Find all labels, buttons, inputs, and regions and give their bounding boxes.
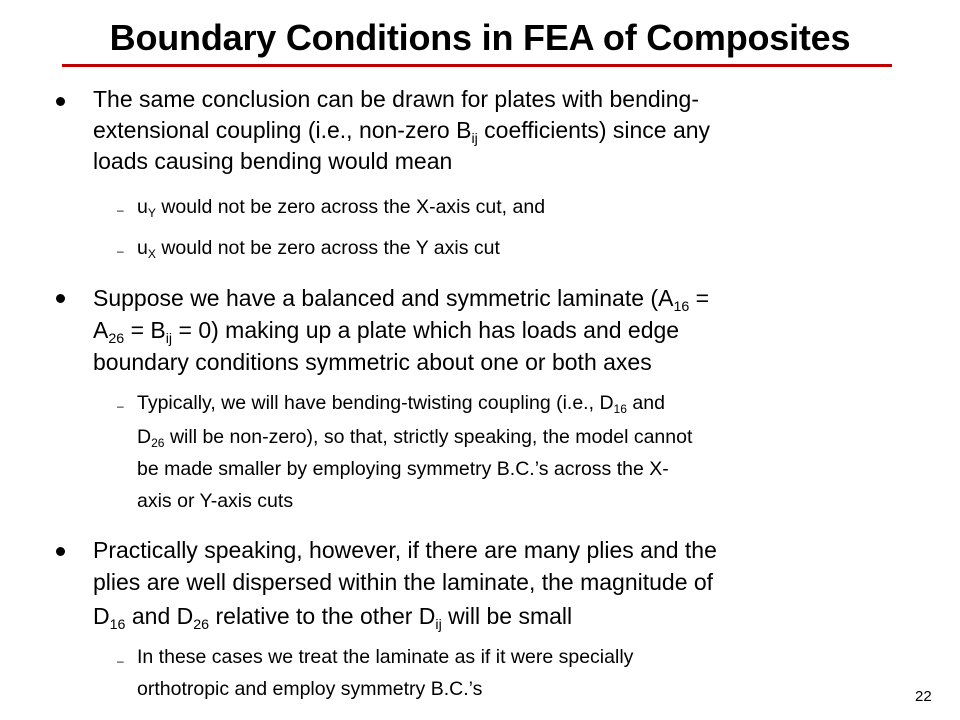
- bullet-3-line-2: plies are well dispersed within the laminate, the magnitude of: [93, 569, 714, 595]
- bullet-1-sub-2: $u_X$ would not be zero across the Y axis cut: [137, 237, 500, 262]
- bullet-2-sub-1-line-4: axis or Y-axis cuts: [137, 490, 294, 512]
- bullet-1-line-2: extensional coupling (i.e., non-zero $B_{ij}$ coefficients) since any: [93, 117, 711, 147]
- bullet-2-line-3: boundary conditions symmetric about one or both axes: [93, 349, 652, 375]
- sub-bullet-dash: –: [117, 244, 124, 258]
- bullet-2-line-1: Suppose we have a balanced and symmetric laminate ($A_{16}$ =: [93, 285, 710, 315]
- bullet-2-sub-1-line-2: $D_{26}$ will be non-zero), so that, strictly speaking, the model cannot: [137, 426, 693, 451]
- sub-bullet-dash: –: [117, 203, 124, 217]
- bullet-3-line-1: Practically speaking, however, if there are many plies and the: [93, 537, 717, 563]
- slide-title: Boundary Conditions in FEA of Composites: [109, 17, 851, 58]
- bullet-3-sub-1-line-2: orthotropic and employ symmetry B.C.’s: [137, 678, 483, 700]
- bullet-marker: [55, 294, 67, 306]
- bullet-2-line-2: $A_{26} = B_{ij} = 0$) making up a plate which has loads and edge: [93, 317, 680, 347]
- bullet-1-line-1: The same conclusion can be drawn for plates with bending-: [93, 86, 700, 112]
- bullet-1-sub-1: $u_Y$ would not be zero across the X-axis cut, and: [137, 196, 546, 221]
- bullet-marker: [55, 547, 67, 559]
- sub-bullet-dash: –: [117, 399, 124, 413]
- bullet-1-line-3: loads causing bending would mean: [93, 148, 453, 174]
- bullet-2-sub-1-line-1: Typically, we will have bending-twisting coupling (i.e., $D_{16}$ and: [137, 392, 665, 417]
- bullet-3-line-3: $D_{16}$ and $D_{26}$ relative to the other $D_{ij}$ will be small: [93, 603, 573, 633]
- page-number: 22: [915, 688, 932, 705]
- sub-bullet-dash: –: [117, 654, 124, 668]
- bullet-marker: [55, 97, 67, 109]
- bullet-2-sub-1-line-3: be made smaller by employing symmetry B.C.’s across the X-: [137, 458, 669, 480]
- bullet-3-sub-1-line-1: In these cases we treat the laminate as if it were specially: [137, 646, 634, 668]
